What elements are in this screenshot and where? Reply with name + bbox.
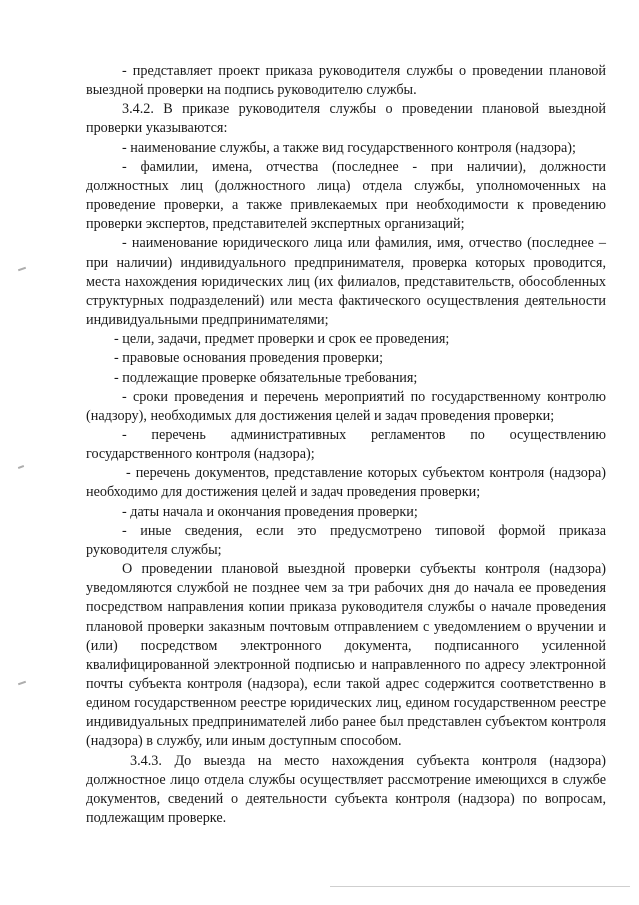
paragraph-goals: - цели, задачи, предмет проверки и срок ее проведения;: [114, 331, 450, 348]
paragraph-3-4-2-heading: 3.4.2. В приказе руководителя службы о проведении плановой выездной проверки указываются:: [86, 101, 606, 137]
scan-mark: [18, 465, 24, 469]
paragraph-terms-and-measures: - сроки проведения и перечень мероприятий по государственному контролю (надзору), необходимых для достижения целей и задач проведения проверки;: [86, 388, 606, 424]
scan-mark: [18, 267, 26, 272]
document-body: [86, 62, 606, 828]
paragraph-requirements: - подлежащие проверке обязательные требования;: [114, 369, 418, 386]
paragraph-officials-names: - фамилии, имена, отчества (последнее - при наличии), должности должностных лиц (должностного лица) отдела службы, уполномоченных на проведение проверки, а также привлекаемых при необходимости к проведению проверки экспертов, представителей экспертных организаций;: [86, 158, 606, 233]
paragraph-legal-entity-name: - наименование юридического лица или фамилия, имя, отчество (последнее – при наличии) индивидуального предпринимателя, проверка которых проводится, места нахождения юридических лиц (их филиалов, представительств, обособленных структурных подразделений) или места фактического осуществления деятельности индивидуальными предпринимателями;: [86, 235, 606, 329]
paragraph-other-info: - иные сведения, если это предусмотрено типовой формой приказа руководителя службы;: [86, 522, 606, 558]
paragraph-legal-grounds: - правовые основания проведения проверки;: [114, 350, 384, 367]
paragraph-3-4-3: 3.4.3. До выезда на место нахождения субъекта контроля (надзора) должностное лицо отдела службы осуществляет рассмотрение имеющихся в службе документов, сведений о деятельности субъекта контроля (надзора) по вопросам, подлежащим проверке.: [86, 752, 606, 827]
scan-edge-line: [330, 886, 630, 887]
paragraph-regulations-list: - перечень административных регламентов по осуществлению государственного контроля (надзора);: [86, 426, 606, 463]
scan-mark: [18, 681, 26, 686]
paragraph-notification: О проведении плановой выездной проверки субъекты контроля (надзора) уведомляются службой не позднее чем за три рабочих дня до начала ее проведения посредством направления копии приказа руководителя службы о начале проведения плановой проверки заказным почтовым отправлением с уведомлением о вручении и (или) посредством электронного документа, подписанного усиленной квалифицированной электронной подписью и направленного по адресу электронной почты субъекта контроля (надзора), если такой адрес содержится соответственно в едином государственном реестре юридических лиц, едином государственном реестре индивидуальных предпринимателей либо ранее был представлен субъектом контроля (надзора) в службу, или иным доступным способом.: [86, 561, 606, 750]
paragraph-documents-list: - перечень документов, представление которых субъектом контроля (надзора) необходимо для достижения целей и задач проведения проверки;: [86, 465, 606, 501]
paragraph-project-submission: - представляет проект приказа руководителя службы о проведении плановой выездной проверки на подпись руководителю службы.: [86, 63, 606, 99]
paragraph-service-name: - наименование службы, а также вид государственного контроля (надзора);: [122, 139, 576, 156]
paragraph-dates: - даты начала и окончания проведения проверки;: [122, 503, 418, 520]
